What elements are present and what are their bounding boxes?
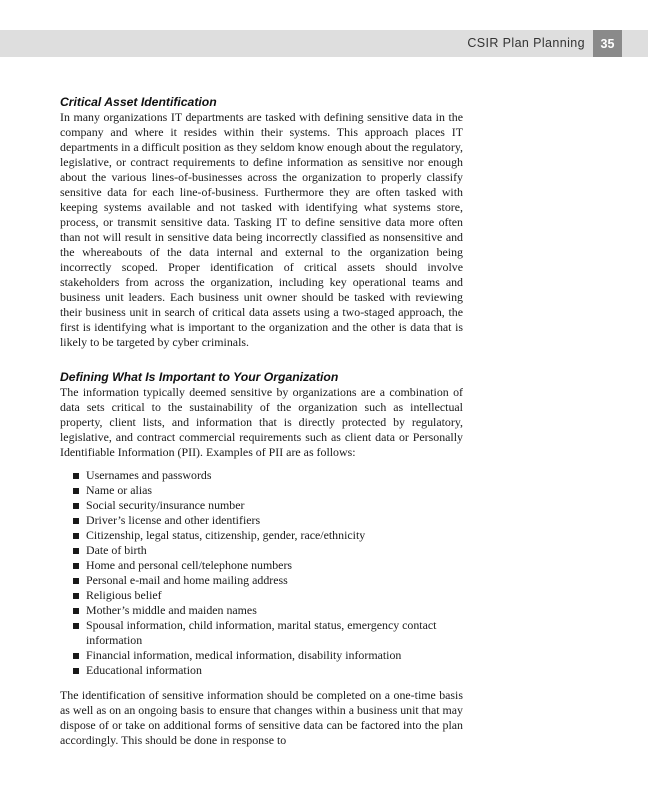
- list-item-text: Date of birth: [86, 543, 147, 557]
- running-head: CSIR Plan Planning: [467, 36, 585, 50]
- list-item-text: Personal e-mail and home mailing address: [86, 573, 288, 587]
- list-item: [73, 648, 463, 663]
- list-item-text: Usernames and passwords: [86, 468, 212, 482]
- section-title-defining-what-is-important: Defining What Is Important to Your Organization: [60, 370, 339, 384]
- list-item: [73, 543, 463, 558]
- bullet-square-icon: [73, 488, 79, 494]
- closing-paragraph: The identification of sensitive information should be completed on a one-time basis as well as on an ongoing basis to ensure that changes within a business unit that may dispose of or take on additional forms of sensitive data can be factored into the plan accordingly. This should be done in response to: [60, 688, 463, 747]
- list-item: [73, 603, 463, 618]
- bullet-square-icon: [73, 653, 79, 659]
- bullet-square-icon: [73, 608, 79, 614]
- list-item: [73, 468, 463, 483]
- list-item-text: Home and personal cell/telephone numbers: [86, 558, 293, 572]
- bullet-square-icon: [73, 668, 79, 674]
- list-item: [73, 573, 463, 588]
- bullet-square-icon: [73, 518, 79, 524]
- bullet-square-icon: [73, 473, 79, 479]
- list-item: [73, 483, 463, 498]
- bullet-square-icon: [73, 533, 79, 539]
- list-item-text: Driver’s license and other identifiers: [86, 513, 261, 527]
- list-item: [73, 528, 463, 543]
- page-number: 35: [593, 30, 622, 57]
- bullet-square-icon: [73, 623, 79, 629]
- bullet-square-icon: [73, 593, 79, 599]
- list-item-text: Financial information, medical information, disability information: [86, 648, 402, 662]
- list-item-text: Mother’s middle and maiden names: [86, 603, 257, 617]
- bullet-square-icon: [73, 548, 79, 554]
- critical-asset-paragraph: In many organizations IT departments are tasked with defining sensitive data in the company and where it resides within their systems. This approach places IT departments in a difficult position as they seldom know enough about the regulatory, legislative, or contract requirements to define information as sensitive nor enough about the various lines-of-businesses across the organization to properly classify sensitive data for each line-of-business. Furthermore they are often tasked with keeping systems available and not tasked with identifying what systems store, process, or transmit sensitive data. Tasking IT to define sensitive data more often than not will result in sensitive data being incorrectly classified as nonsensitive and the whereabouts of the data internal and external to the organization being incorrectly scoped. Proper identification of critical assets should involve stakeholders from across the organization, including key operational teams and business unit leaders. Each business unit owner should be tasked with reviewing their business unit in search of critical data assets using a two-staged approach, the first is identifying what is important to the organization and the other is data that is likely to be targeted by cyber criminals.: [60, 110, 463, 349]
- list-item: [73, 558, 463, 573]
- section-title-critical-asset-identification: Critical Asset Identification: [60, 95, 217, 109]
- list-item: [73, 588, 463, 603]
- list-item-text: Citizenship, legal status, citizenship, gender, race/ethnicity: [86, 528, 366, 542]
- bullet-square-icon: [73, 578, 79, 584]
- list-item-text: Educational information: [86, 663, 202, 677]
- list-item: [73, 513, 463, 528]
- pii-examples-list: [60, 468, 463, 678]
- bullet-square-icon: [73, 503, 79, 509]
- list-item: [73, 618, 463, 648]
- list-item: [73, 498, 463, 513]
- page-body: [60, 94, 463, 748]
- bullet-square-icon: [73, 563, 79, 569]
- defining-important-paragraph: The information typically deemed sensitive by organizations are a combination of data sets critical to the sustainability of the organization such as intellectual property, client lists, and information that is directly protected by regulatory, legislative, and contract commercial requirements such as client data or Personally Identifiable Information (PII). Examples of PII are as follows:: [60, 385, 463, 459]
- list-item-text: Social security/insurance number: [86, 498, 245, 512]
- list-item-text: Religious belief: [86, 588, 162, 602]
- list-item-text: Name or alias: [86, 483, 153, 497]
- list-item-text: Spousal information, child information, marital status, emergency contact information: [86, 618, 437, 647]
- list-item: [73, 663, 463, 678]
